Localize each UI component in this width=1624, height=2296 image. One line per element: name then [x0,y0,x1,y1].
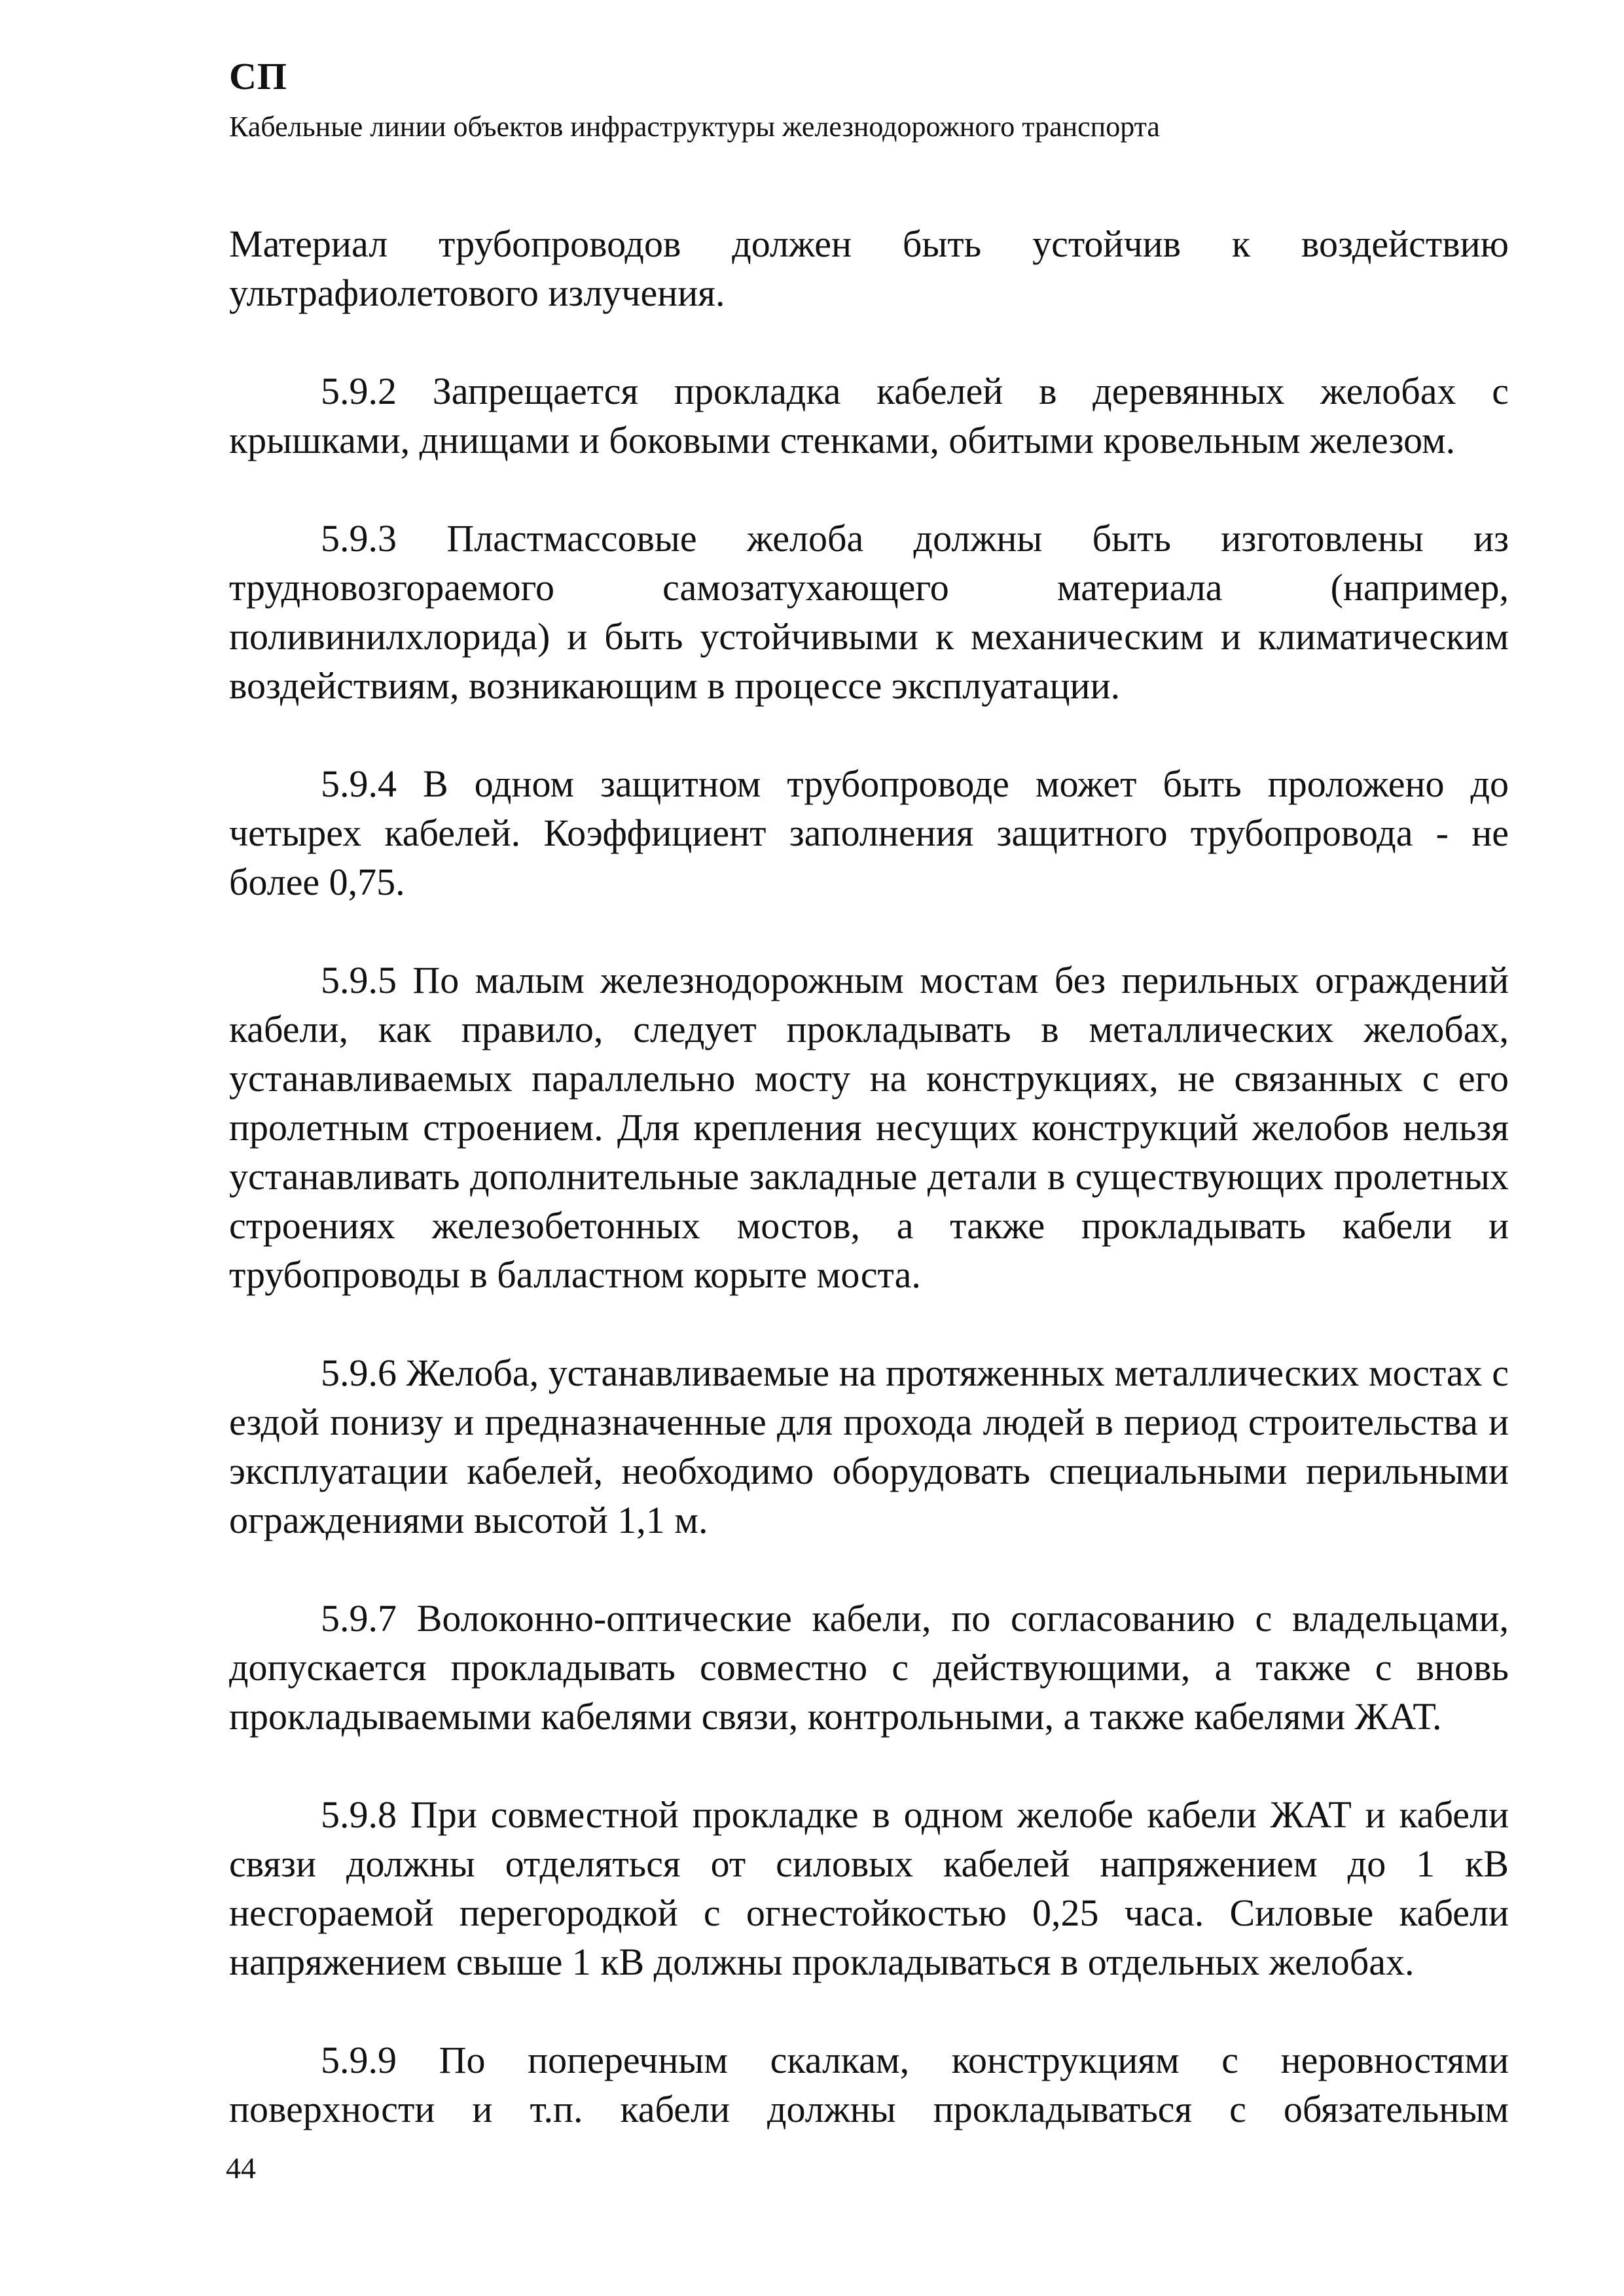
paragraph-5-9-7: 5.9.7 Волоконно-оптические кабели, по согласованию с владельцами, допускается прокладывать совместно с действующими, а также с вновь прокладываемыми кабелями связи, контрольными, а также кабелями ЖАТ. [229,1597,1509,1738]
page-number: 44 [226,2151,256,2185]
body-text [229,219,1509,2134]
paragraph-5-9-4: 5.9.4 В одном защитном трубопроводе может быть проложено до четырех кабелей. Коэффициент заполнения защитного трубопровода - не более 0,75. [229,762,1509,903]
paragraph-5-9-3: 5.9.3 Пластмассовые желоба должны быть изготовлены из трудновозгораемого самозатухающего материала (например, поливинилхлорида) и быть устойчивыми к механическим и климатическим воздействиям, возникающим в процессе эксплуатации. [229,517,1509,707]
paragraph-uv-resistance: Материал трубопроводов должен быть устойчив к воздействию ультрафиолетового излучения. [229,223,1509,314]
document-title: Кабельные линии объектов инфраструктуры железнодорожного транспорта [229,111,1160,143]
paragraph-5-9-8: 5.9.8 При совместной прокладке в одном желобе кабели ЖАТ и кабели связи должны отделяться от силовых кабелей напряжением до 1 кВ несгораемой перегородкой с огнестойкостью 0,25 часа. Силовые кабели напряжением свыше 1 кВ должны прокладываться в отдельных желобах. [229,1793,1509,1983]
paragraph-5-9-2: 5.9.2 Запрещается прокладка кабелей в деревянных желобах с крышками, днищами и боковыми стенками, обитыми кровельным железом. [229,370,1509,461]
paragraph-5-9-5: 5.9.5 По малым железнодорожным мостам без перильных ограждений кабели, как правило, следует прокладывать в металлических желобах, устанавливаемых параллельно мосту на конструкциях, не связанных с его пролетным строением. Для крепления несущих конструкций желобов нельзя устанавливать дополнительные закладные детали в существующих пролетных строениях железобетонных мостов, а также прокладывать кабели и трубопроводы в балластном корыте моста. [229,959,1509,1296]
document-code: СП [229,55,287,98]
paragraph-5-9-6: 5.9.6 Желоба, устанавливаемые на протяженных металлических мостах с ездой понизу и предназначенные для прохода людей в период строительства и эксплуатации кабелей, необходимо оборудовать специальными перильными ограждениями высотой 1,1 м. [229,1352,1509,1541]
paragraph-5-9-9: 5.9.9 По поперечным скалкам, конструкциям с неровностями поверхности и т.п. кабели должны прокладываться с обязательным [229,2039,1509,2130]
